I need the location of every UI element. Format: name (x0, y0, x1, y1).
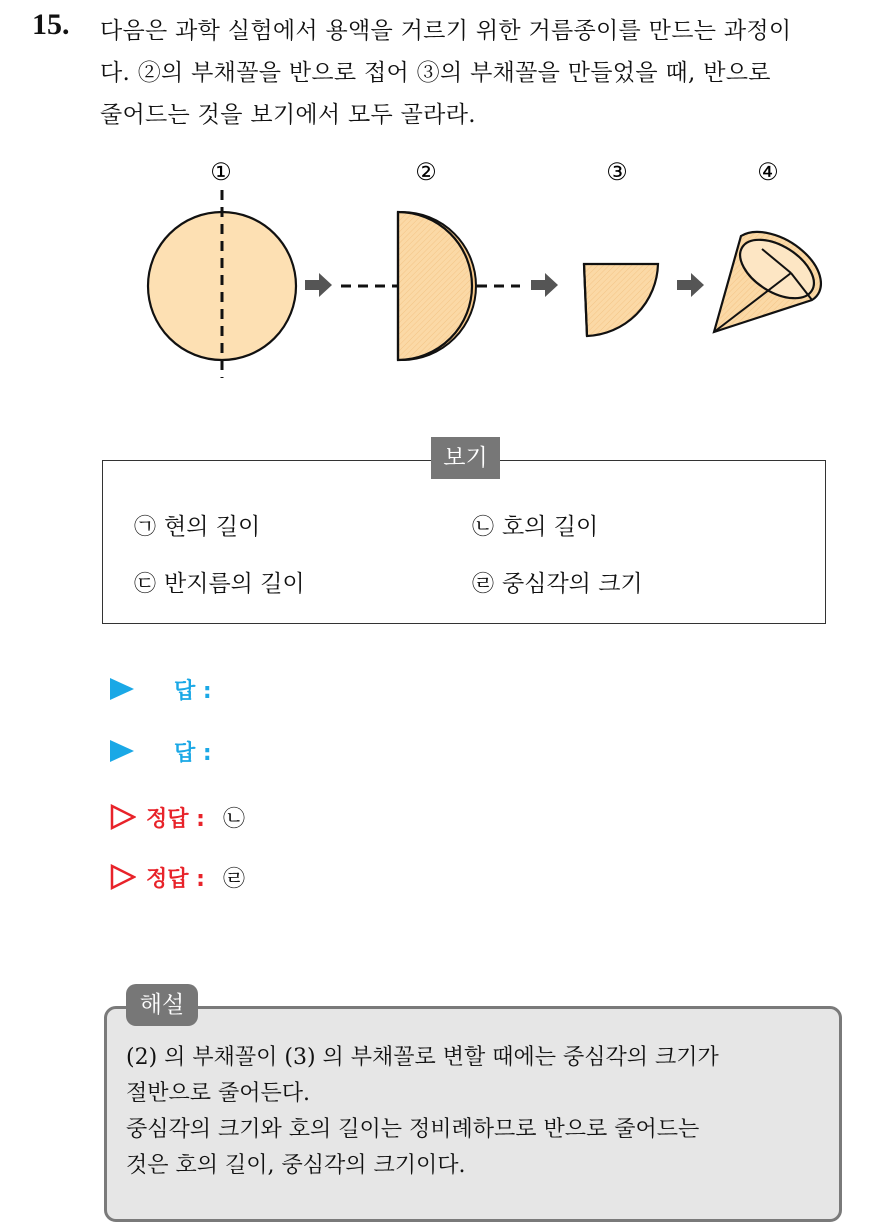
answer-label: 답 : (174, 678, 212, 704)
correct-answer-label: 정답 : (146, 806, 205, 832)
correct-answer-value: ㉡ (222, 806, 245, 832)
option-marker: ㉢ (134, 572, 157, 597)
step-4-cone (714, 228, 824, 332)
bogi-title: 보기 (431, 437, 500, 479)
solution-line: (2) 의 부채꼴이 (3) 의 부채꼴로 변할 때에는 중심각의 크기가 (126, 1045, 719, 1070)
bogi-box (102, 460, 826, 624)
solution-line: 중심각의 크기와 호의 길이는 정비례하므로 반으로 줄어드는 (126, 1117, 700, 1142)
step-label-2: ② (415, 158, 437, 186)
question-text (100, 10, 865, 136)
correct-answer-label: 정답 : (146, 866, 205, 892)
play-triangle-icon (110, 678, 134, 700)
solution-line: 것은 호의 길이, 중심각의 크기이다. (126, 1153, 466, 1178)
answer-blank-row (110, 734, 212, 768)
correct-answer-row (110, 860, 245, 894)
step-label-4: ④ (757, 158, 779, 186)
bogi-option (134, 508, 260, 541)
arrow-icon (677, 273, 704, 297)
correct-answer-value: ㉣ (222, 866, 245, 892)
answer-blank-row (110, 672, 212, 706)
triangle-outline-icon (110, 804, 136, 830)
option-text: 호의 길이 (502, 514, 599, 540)
option-marker: ㉠ (134, 515, 157, 540)
bogi-option (472, 508, 598, 541)
arrow-icon (531, 273, 558, 297)
bogi-option (472, 565, 643, 598)
question-number: 15. (32, 8, 70, 41)
option-text: 중심각의 크기 (502, 571, 643, 597)
play-triangle-icon (110, 740, 134, 762)
question-line: 다음은 과학 실험에서 용액을 거르기 위한 거름종이를 만드는 과정이 (100, 18, 792, 44)
option-text: 반지름의 길이 (164, 571, 305, 597)
option-marker: ㉣ (472, 572, 495, 597)
step-3-quarter-sector (584, 264, 658, 336)
question-line: 줄어드는 것을 보기에서 모두 골라라. (100, 102, 476, 128)
solution-line: 절반으로 줄어든다. (126, 1081, 311, 1106)
triangle-outline-icon (110, 864, 136, 890)
solution-text (126, 1040, 832, 1184)
bogi-option (134, 565, 305, 598)
answer-label: 답 : (174, 740, 212, 766)
option-marker: ㉡ (472, 515, 495, 540)
step-label-1: ① (210, 158, 232, 186)
step-label-3: ③ (606, 158, 628, 186)
solution-title: 해설 (126, 984, 198, 1026)
option-text: 현의 길이 (164, 514, 261, 540)
step-2-semicircle (398, 212, 476, 360)
step-1-circle (148, 190, 296, 378)
filter-paper-folding-figure (0, 150, 884, 390)
question-line: 다. ②의 부채꼴을 반으로 접어 ③의 부채꼴을 만들었을 때, 반으로 (100, 60, 771, 86)
correct-answer-row (110, 800, 245, 834)
arrow-icon (305, 273, 332, 297)
